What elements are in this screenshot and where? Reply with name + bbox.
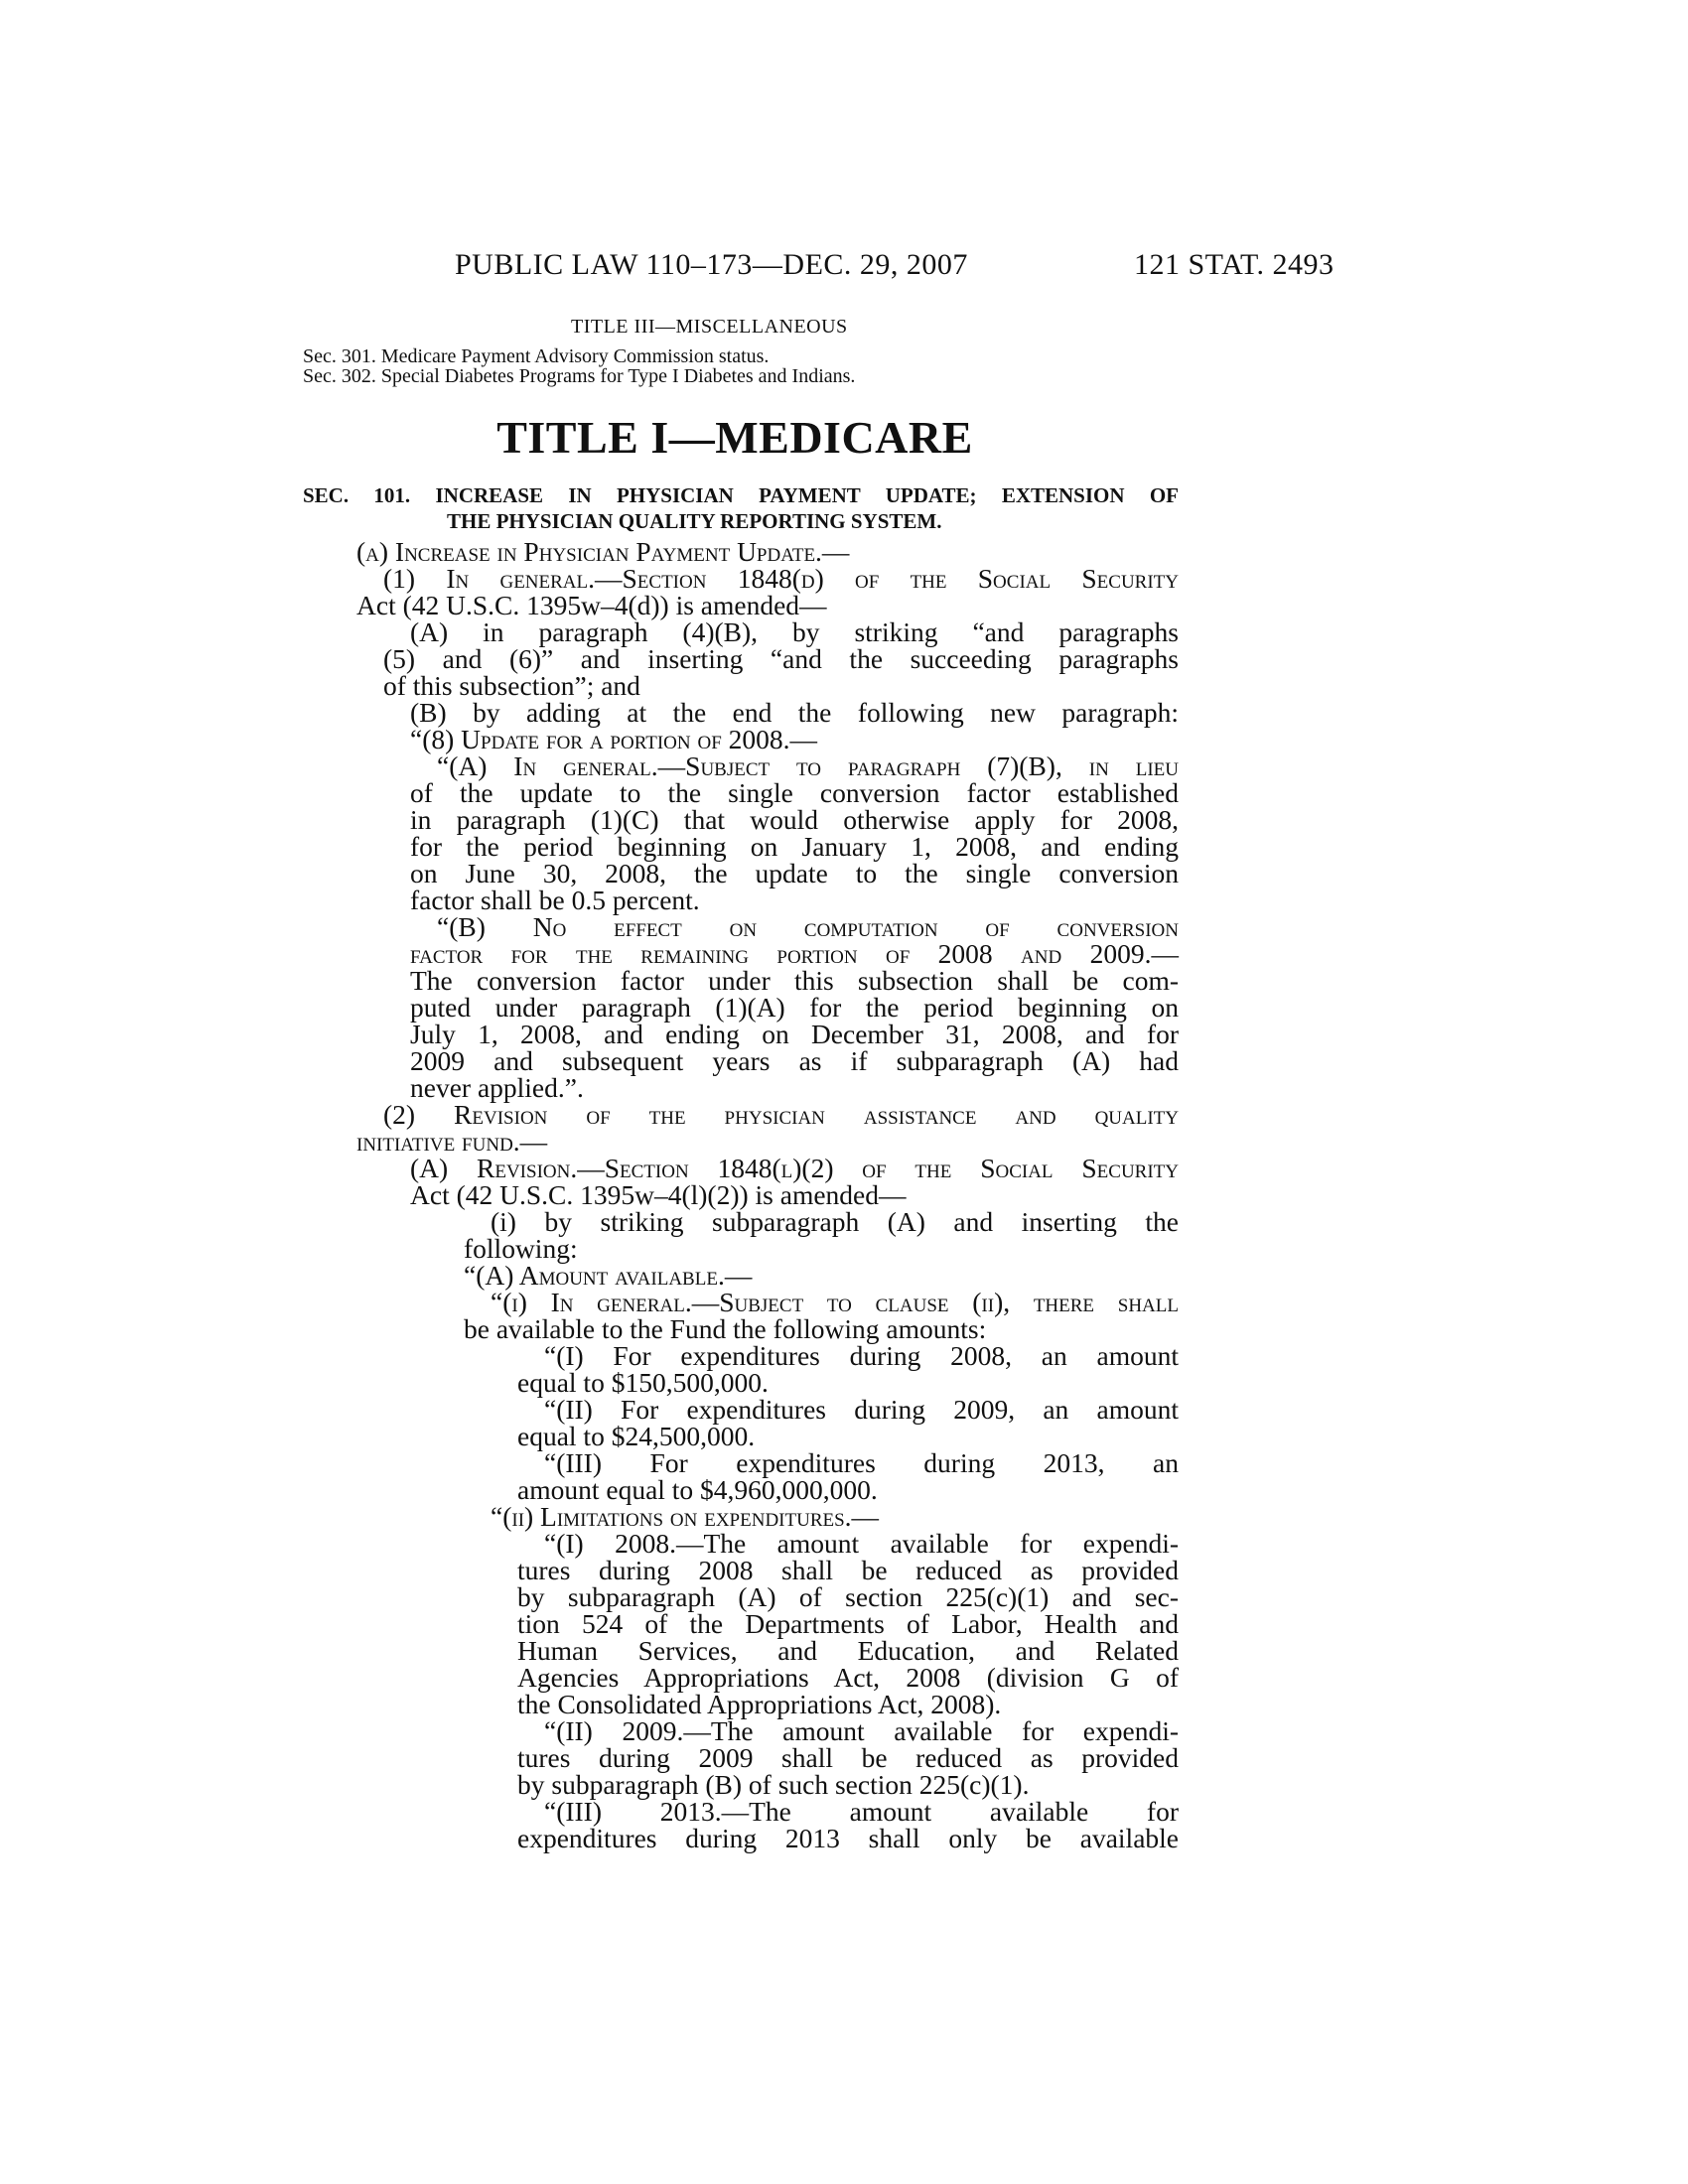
text-line: Agencies Appropriations Act, 2008 (division G of [517,1662,1179,1693]
text-line: never applied.”. [410,1072,584,1103]
title-heading: TITLE I—MEDICARE [496,412,973,463]
text-line: tures during 2008 shall be reduced as provided [517,1555,1179,1585]
toc-title: TITLE III—MISCELLANEOUS [571,316,848,338]
text-line: the Consolidated Appropriations Act, 2008). [517,1689,1002,1719]
text-line: factor shall be 0.5 percent. [410,885,700,915]
text-line: in paragraph (1)(C) that would otherwise apply for 2008, [410,804,1179,835]
text-line: factor for the remaining portion of 2008 and 2009.— [410,938,1179,969]
text-line: (a) Increase in Physician Payment Update.— [356,536,850,567]
text-line: by subparagraph (B) of such section 225(c)(1). [517,1769,1030,1800]
text-line: tures during 2009 shall be reduced as provided [517,1742,1179,1773]
text-line: (5) and (6)” and inserting “and the succeeding paragraphs [383,643,1179,674]
text-line: on June 30, 2008, the update to the single conversion [410,858,1179,888]
text-line: puted under paragraph (1)(A) for the period beginning on [410,992,1179,1023]
text-line: “(II) 2009.—The amount available for expendi- [544,1715,1179,1746]
text-line: “(I) 2008.—The amount available for expendi- [544,1528,1179,1559]
text-line: initiative fund.— [356,1126,548,1157]
text-line: (A) Revision.—Section 1848(l)(2) of the Social Security [410,1153,1179,1183]
text-line: July 1, 2008, and ending on December 31, 2008, and for [410,1019,1179,1049]
text-line: “(II) For expenditures during 2009, an amount [544,1394,1179,1425]
text-line: tion 524 of the Departments of Labor, Health and [517,1608,1179,1639]
text-line: following: [464,1233,578,1264]
text-line: Act (42 U.S.C. 1395w–4(l)(2)) is amended— [410,1179,907,1210]
toc-item: Sec. 302. Special Diabetes Programs for Type I Diabetes and Indians. [303,365,856,387]
text-line: “(I) For expenditures during 2008, an amount [544,1340,1179,1371]
text-line: amount equal to $4,960,000,000. [517,1474,878,1505]
text-line: “(B) No effect on computation of conversion [437,911,1179,942]
text-line: (i) by striking subparagraph (A) and inserting the [491,1206,1179,1237]
section-heading-line: THE PHYSICIAN QUALITY REPORTING SYSTEM. [447,509,942,533]
running-header-right: 121 STAT. 2493 [1134,248,1335,281]
text-line: (B) by adding at the end the following new paragraph: [410,697,1179,728]
text-line: “(A) Amount available.— [464,1260,753,1291]
text-line: by subparagraph (A) of section 225(c)(1) and sec- [517,1581,1179,1612]
text-line: “(ii) Limitations on expenditures.— [491,1501,880,1532]
text-line: Act (42 U.S.C. 1395w–4(d)) is amended— [356,590,827,620]
text-line: expenditures during 2013 shall only be available [517,1823,1179,1853]
section-heading-line: SEC. 101. INCREASE IN PHYSICIAN PAYMENT UPDATE; EXTENSION OF [303,483,1179,507]
text-line: The conversion factor under this subsection shall be com- [410,965,1179,996]
text-line: (A) in paragraph (4)(B), by striking “and paragraphs [410,616,1179,647]
text-line: for the period beginning on January 1, 2008, and ending [410,831,1179,862]
text-line: equal to $150,500,000. [517,1367,769,1398]
text-line: equal to $24,500,000. [517,1421,756,1451]
text-line: of the update to the single conversion factor established [410,777,1179,808]
text-line: Human Services, and Education, and Related [517,1635,1179,1666]
text-line: “(A) In general.—Subject to paragraph (7)(B), in lieu [437,751,1179,781]
toc-item: Sec. 301. Medicare Payment Advisory Commission status. [303,345,770,367]
section-heading [303,482,1179,534]
text-line: (1) In general.—Section 1848(d) of the Social Security [383,563,1179,594]
running-header-left: PUBLIC LAW 110–173—DEC. 29, 2007 [455,248,968,281]
text-line: of this subsection”; and [383,670,640,701]
text-line: “(i) In general.—Subject to clause (ii), there shall [491,1287,1179,1317]
text-line: “(III) For expenditures during 2013, an [544,1447,1179,1478]
text-line: “(8) Update for a portion of 2008.— [410,724,818,754]
text-line: be available to the Fund the following amounts: [464,1313,987,1344]
text-line: 2009 and subsequent years as if subparagraph (A) had [410,1045,1179,1076]
text-line: “(III) 2013.—The amount available for [544,1796,1179,1827]
text-line: (2) Revision of the physician assistance and quality [383,1099,1179,1130]
